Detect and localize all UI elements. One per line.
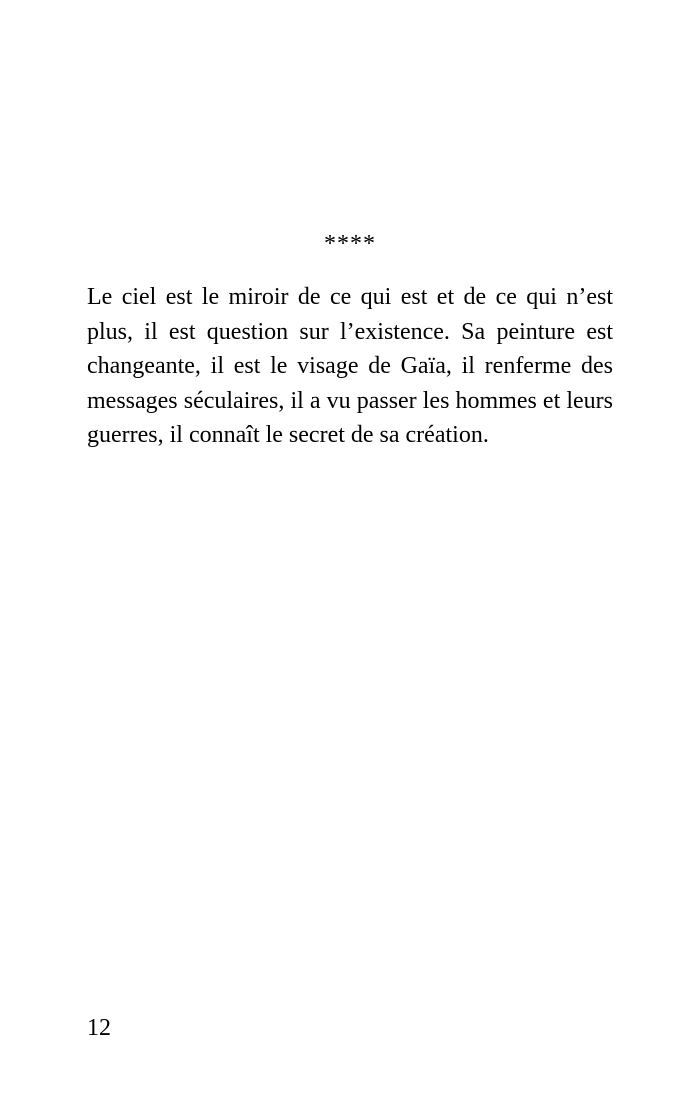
page-number: 12 [87,1015,111,1041]
body-paragraph: Le ciel est le miroir de ce qui est et de ce qui n’est plus, il est question sur l’existence. Sa peinture est changeante, il est le visage de Gaïa, il renferme des messages séculaires, il a vu passer les hommes et leurs guerres, il connaît le secret de sa création. [87,284,613,448]
section-separator: **** [324,231,376,257]
